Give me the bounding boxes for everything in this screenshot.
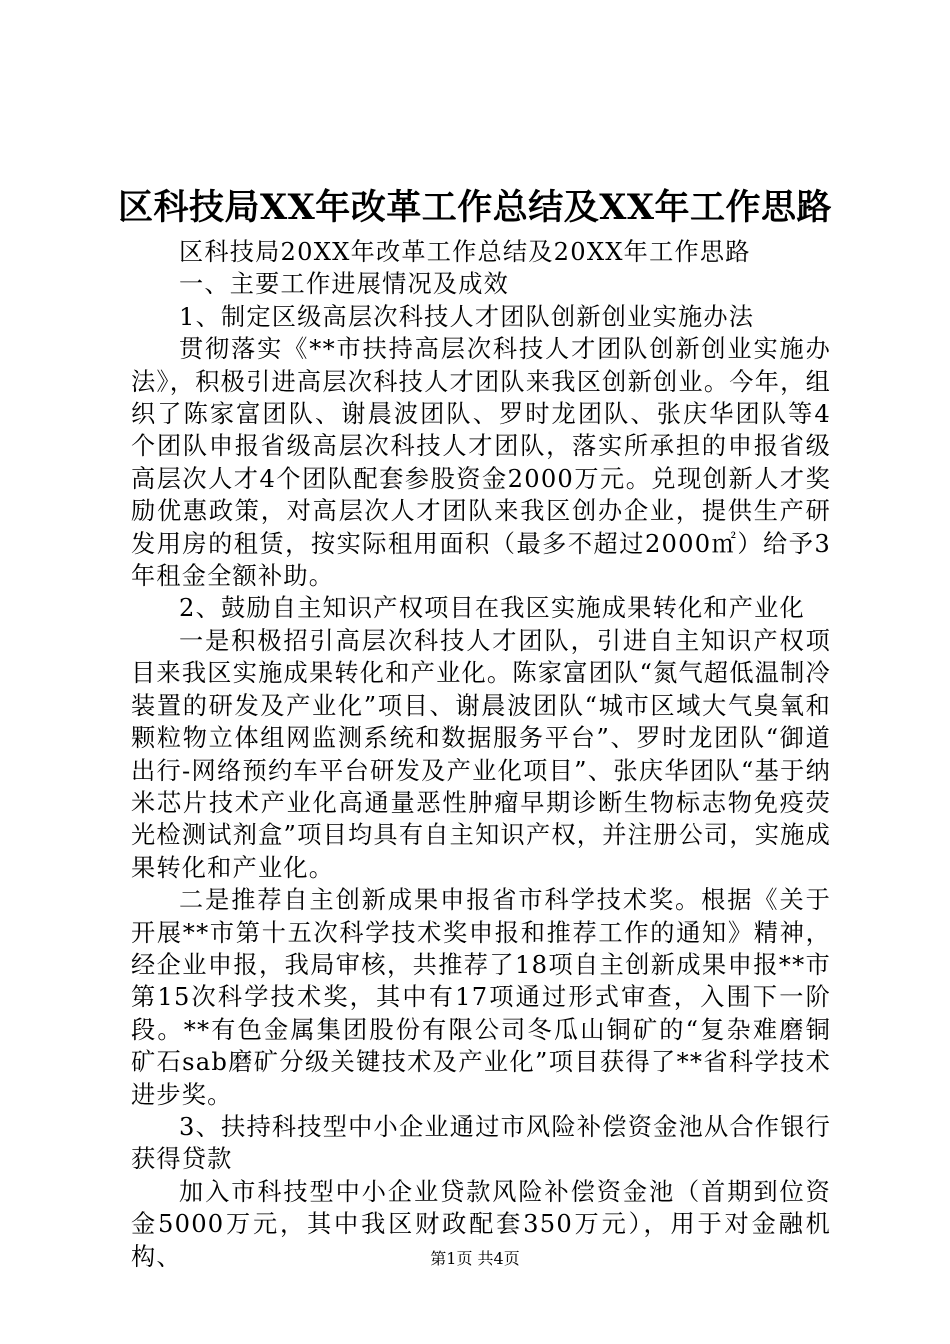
document-title: 区科技局XX年改革工作总结及XX年工作思路 <box>117 187 833 228</box>
page-footer: 第1页 共4页 <box>430 1249 520 1268</box>
body-paragraph: 一是积极招引高层次科技人才团队，引进自主知识产权项目来我区实施成果转化和产业化。陈家富团队“氮气超低温制冷装置的研发及产业化”项目、谢晨波团队“城市区域大气臭氧和颗粒物立体组网监测系统和数据服务平台”、罗时龙团队“御道出行-网络预约车平台研发及产业化项目”、张庆华团队“基于纳米芯片技术产业化高通量恶性肿瘤早期诊断生物标志物免疫荧光检测试剂盒”项目均具有自主知识产权，并注册公司，实施成果转化和产业化。 <box>131 626 831 882</box>
body-paragraph: 二是推荐自主创新成果申报省市科学技术奖。根据《关于开展**市第十五次科学技术奖申报和推荐工作的通知》精神，经企业申报，我局审核，共推荐了18项自主创新成果申报**市第15次科学技术奖，其中有17项通过形式审查，入围下一阶段。**有色金属集团股份有限公司冬瓜山铜矿的“复杂难磨铜矿石sab磨矿分级关键技术及产业化”项目获得了**省科学技术进步奖。 <box>131 886 831 1109</box>
document-body <box>131 236 831 1273</box>
subsection-heading: 3、扶持科技型中小企业通过市风险补偿资金池从合作银行获得贷款 <box>131 1112 831 1174</box>
body-paragraph: 加入市科技型中小企业贷款风险补偿资金池（首期到位资金5000万元，其中我区财政配套350万元），用于对金融机构、 <box>131 1177 831 1271</box>
subsection-heading: 1、制定区级高层次科技人才团队创新创业实施办法 <box>179 302 755 331</box>
body-paragraph: 贯彻落实《**市扶持高层次科技人才团队创新创业实施办法》，积极引进高层次科技人才团队来我区创新创业。今年，组织了陈家富团队、谢晨波团队、罗时龙团队、张庆华团队等4个团队申报省级高层次科技人才团队，落实所承担的申报省级高层次人才4个团队配套参股资金2000万元。兑现创新人才奖励优惠政策，对高层次人才团队来我区创办企业，提供生产研发用房的租赁，按实际租用面积（最多不超过2000㎡）给予3年租金全额补助。 <box>131 335 831 591</box>
subsection-heading: 2、鼓励自主知识产权项目在我区实施成果转化和产业化 <box>179 594 805 623</box>
subtitle-paragraph: 区科技局20XX年改革工作总结及20XX年工作思路 <box>179 238 751 266</box>
section-heading: 一、主要工作进展情况及成效 <box>179 270 510 299</box>
